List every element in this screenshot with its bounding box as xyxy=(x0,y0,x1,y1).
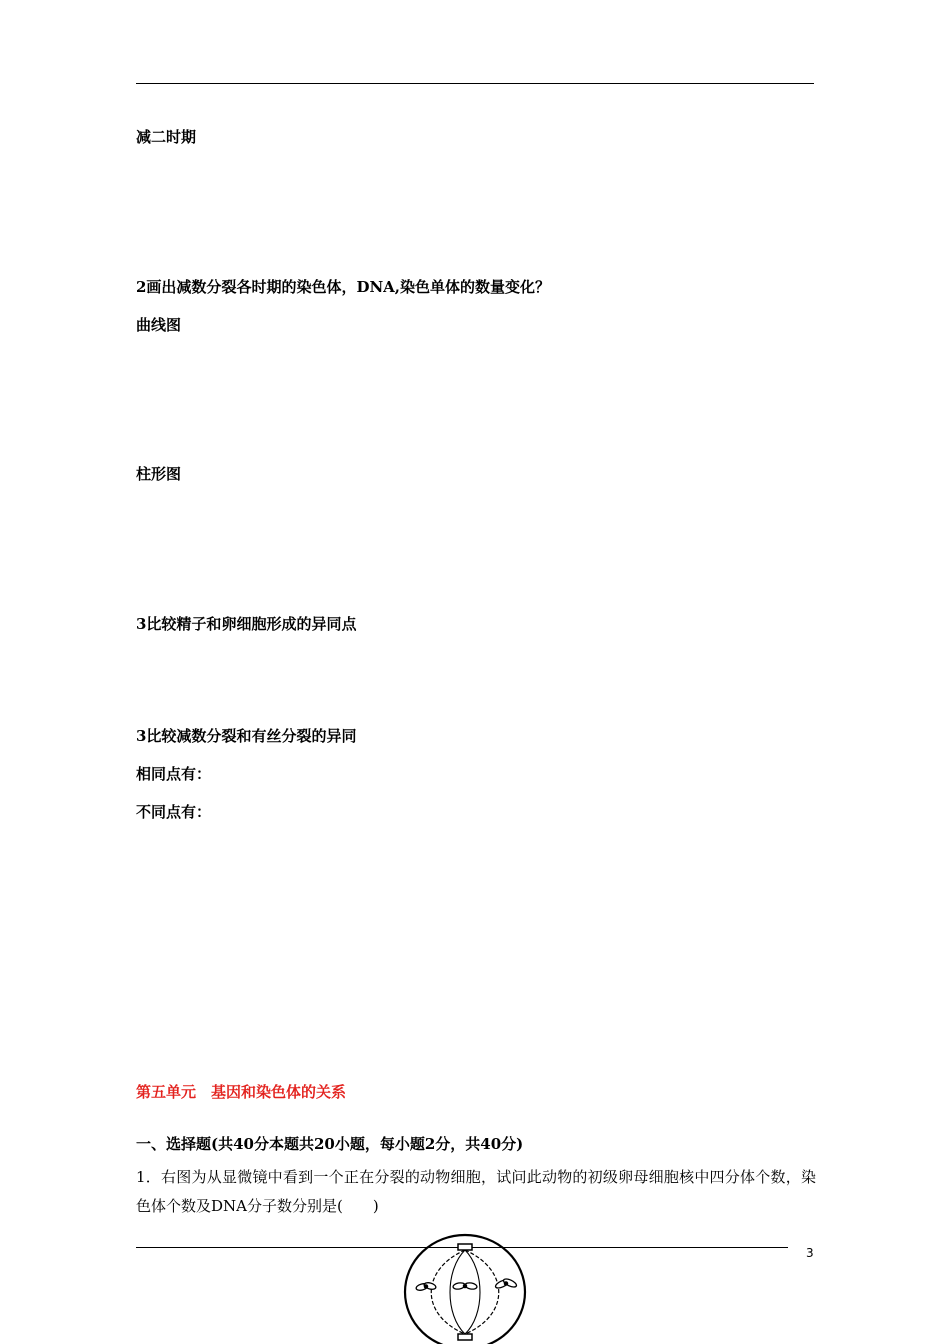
page-number: 3 xyxy=(806,1246,814,1260)
differences-label: 不同点有： xyxy=(136,803,212,821)
curve-chart-label: 曲线图 xyxy=(136,316,182,334)
bar-chart-label: 柱形图 xyxy=(136,465,182,483)
section-multiple-choice: 一、选择题(共40分本题共20小题，每小题2分，共40分) xyxy=(136,1135,524,1153)
question-2-title: 2画出减数分裂各时期的染色体，DNA,染色单体的数量变化？ xyxy=(136,278,551,296)
unit-title: 第五单元 基因和染色体的关系 xyxy=(136,1083,347,1101)
similarities-label: 相同点有： xyxy=(136,765,212,783)
dividing-cell-figure xyxy=(400,1230,530,1344)
header-rule xyxy=(136,83,814,84)
question-3b-title: 3比较减数分裂和有丝分裂的异同 xyxy=(136,727,357,745)
question-1-text: 1．右图为从显微镜中看到一个正在分裂的动物细胞，试问此动物的初级卵母细胞核中四分体个数，染色体个数及DNA分子数分别是( ) xyxy=(136,1168,816,1215)
meiosis2-heading: 减二时期 xyxy=(136,128,197,146)
question-3a-title: 3比较精子和卵细胞形成的异同点 xyxy=(136,615,357,633)
